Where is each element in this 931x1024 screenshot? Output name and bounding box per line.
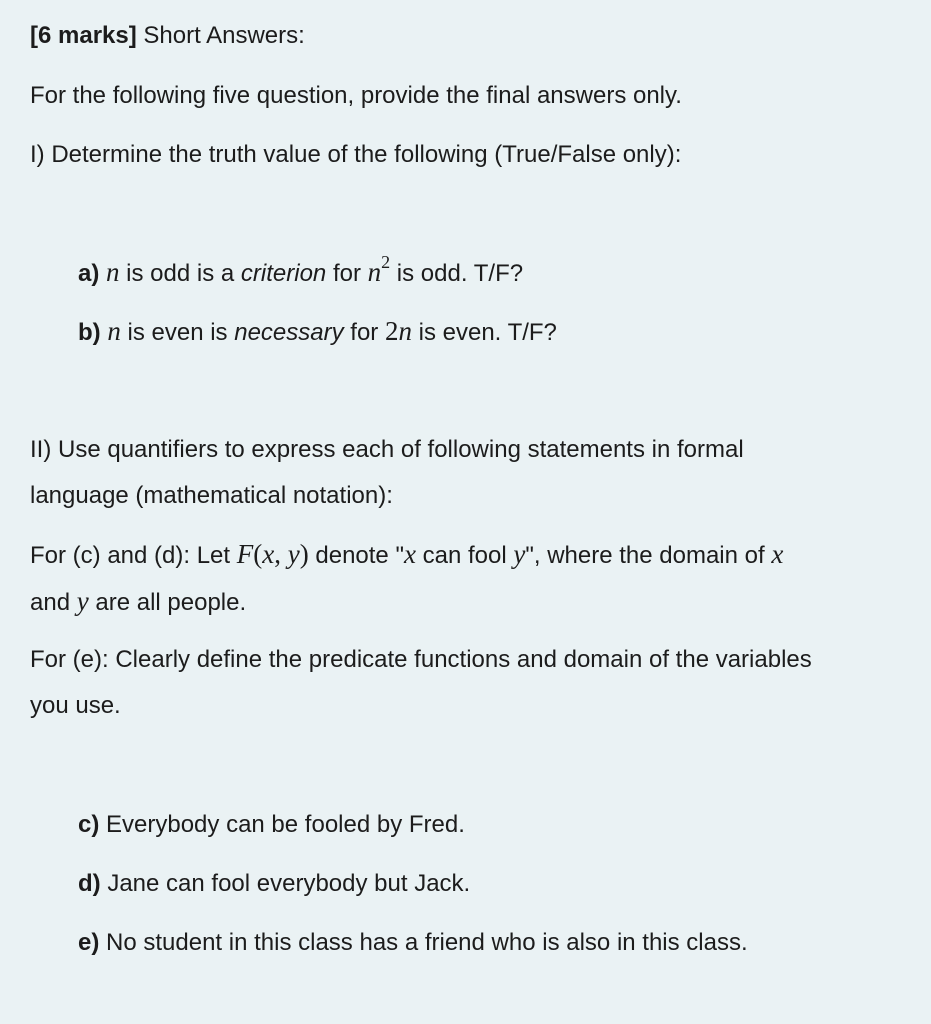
var-y: y	[513, 539, 526, 569]
fn-F: F	[236, 539, 254, 569]
item-e-label: e)	[78, 929, 100, 956]
item-a-emphasis: criterion	[240, 260, 327, 287]
item-e	[78, 928, 748, 958]
item-d	[78, 869, 470, 899]
item-a-var: n	[106, 257, 120, 287]
cd-note-text1: For (c) and (d): Let	[30, 542, 237, 569]
fn-close-paren: )	[299, 539, 309, 569]
cd-note-line1	[30, 539, 783, 571]
item-a-text2: for	[326, 260, 368, 287]
item-b-label: b)	[78, 319, 101, 346]
item-d-text: Jane can fool everybody but Jack.	[100, 870, 471, 897]
fn-arg-x: x	[262, 539, 275, 569]
item-c-text: Everybody can be fooled by Fred.	[99, 811, 465, 838]
item-b-text3: is even. T/F?	[411, 319, 557, 346]
part2-heading-line2: language (mathematical notation):	[30, 482, 393, 509]
var-x-domain: x	[771, 539, 784, 569]
cd-note-text4: ", where the domain of	[525, 542, 772, 569]
question-header	[30, 21, 305, 51]
question-title: Short Answers:	[143, 22, 305, 49]
item-b-num: 2	[384, 316, 399, 346]
e-note-line1: For (e): Clearly define the predicate functions and domain of the variables	[30, 646, 812, 673]
cd-note-line2	[30, 586, 246, 618]
item-b	[78, 316, 557, 348]
item-a-var2: n	[367, 257, 382, 287]
item-a-label: a)	[78, 260, 100, 287]
item-b-text1: is even is	[120, 319, 235, 346]
item-a	[78, 252, 524, 289]
item-a-exponent: 2	[381, 252, 391, 272]
var-y-domain: y	[76, 586, 89, 616]
fn-comma: ,	[274, 539, 288, 569]
cd-note-text5: and	[30, 589, 77, 616]
fn-arg-y: y	[287, 539, 300, 569]
item-d-label: d)	[78, 870, 101, 897]
intro-text: For the following five question, provide the final answers only.	[30, 82, 682, 109]
fn-open-paren: (	[253, 539, 263, 569]
part1-heading: I) Determine the truth value of the following (True/False only):	[30, 141, 682, 168]
part2-heading-line1: II) Use quantifiers to express each of following statements in formal	[30, 436, 744, 463]
item-b-emphasis: necessary	[234, 319, 344, 346]
cd-note-text6: are all people.	[88, 589, 247, 616]
item-c	[78, 810, 465, 840]
item-e-text: No student in this class has a friend who is also in this class.	[99, 929, 748, 956]
item-b-var2: n	[398, 316, 412, 346]
item-a-text3: is odd. T/F?	[390, 260, 524, 287]
cd-note-text3: can fool	[415, 542, 514, 569]
var-x: x	[403, 539, 416, 569]
item-b-var: n	[107, 316, 121, 346]
item-a-text1: is odd is a	[119, 260, 241, 287]
cd-note-text2: denote "	[308, 542, 404, 569]
item-c-label: c)	[78, 811, 100, 838]
marks-label: [6 marks]	[30, 22, 137, 49]
item-b-text2: for	[343, 319, 385, 346]
e-note-line2: you use.	[30, 692, 121, 719]
